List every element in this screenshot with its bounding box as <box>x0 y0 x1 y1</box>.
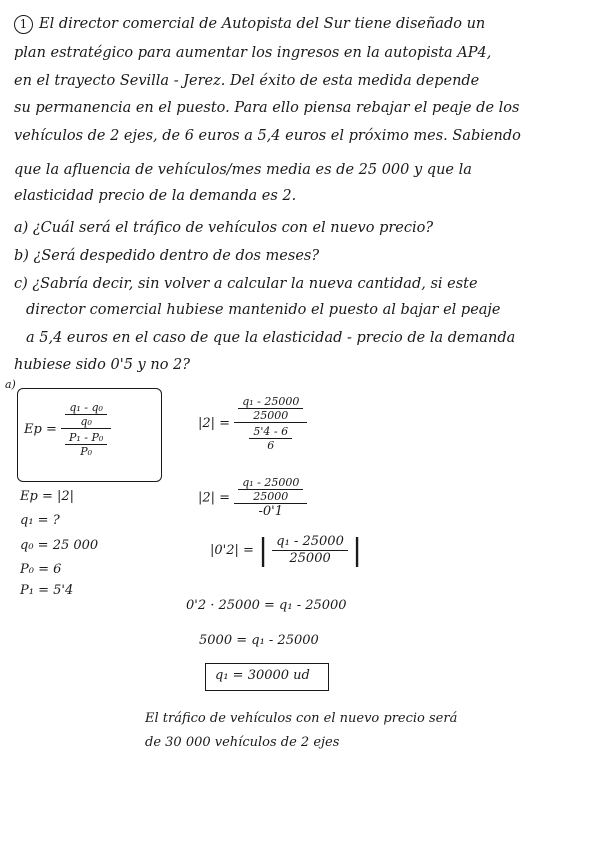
given-p1: P₁ = 5'4 <box>20 583 74 598</box>
given-q0: q₀ = 25 000 <box>20 538 99 553</box>
question-c-line-1: c) ¿Sabría decir, sin volver a calcular la nueva cantidad, si este <box>14 276 478 292</box>
question-a: a) ¿Cuál será el tráfico de vehículos con el nuevo precio? <box>14 220 434 236</box>
question-c-line-3: a 5,4 euros en el caso de que la elasticidad - precio de la demanda <box>26 330 516 346</box>
question-c-line-4: hubiese sido 0'5 y no 2? <box>14 357 191 373</box>
result-q1: q₁ = 30000 ud <box>215 668 310 683</box>
step-3: |0'2| = | $\frac{\text{q₁ - 25000}}{25000}$ | <box>210 532 363 568</box>
problem-text: El director comercial de Autopista del Sur tiene diseñado un <box>39 16 486 32</box>
question-c-line-2: director comercial hubiese mantenido el puesto al bajar el peaje <box>26 302 501 318</box>
problem-line-3: en el trayecto Sevilla - Jerez. Del éxito de esta medida depende <box>14 73 480 89</box>
given-ep: Ep = |2| <box>20 489 74 504</box>
conclusion-line-2: de 30 000 vehículos de 2 ejes <box>145 735 340 750</box>
part-a-label: a) <box>5 378 16 391</box>
question-b: b) ¿Será despedido dentro de dos meses? <box>14 248 320 264</box>
problem-number: 1 <box>14 15 33 34</box>
given-p0: P₀ = 6 <box>20 562 62 577</box>
problem-line-1 <box>14 14 485 34</box>
step-1: |2| = $\frac{\frac{\text{q₁ - 25000}}{25000}}{\frac{5'4 - 6}{6}}$ <box>198 395 307 452</box>
conclusion-line-1: El tráfico de vehículos con el nuevo precio será <box>145 711 458 726</box>
formula-fraction: $\frac{\frac{\text{q₁ - q₀}}{\text{q₀}}}{\frac{\text{P₁ - P₀}}{\text{P₀}}}$ <box>61 401 111 458</box>
step-2: |2| = $\frac{\frac{\text{q₁ - 25000}}{25000}}{-0'1}$ <box>198 476 307 520</box>
step-4: 0'2 · 25000 = q₁ - 25000 <box>186 598 347 613</box>
problem-line-4: su permanencia en el puesto. Para ello piensa rebajar el peaje de los <box>14 100 520 116</box>
problem-line-7: elasticidad precio de la demanda es 2. <box>14 188 297 204</box>
given-q1: q₁ = ? <box>20 513 60 528</box>
elasticity-formula <box>24 401 111 458</box>
formula-lhs: Ep = <box>24 422 57 437</box>
problem-line-6: que la afluencia de vehículos/mes media es de 25 000 y que la <box>14 162 472 178</box>
step-5: 5000 = q₁ - 25000 <box>199 633 319 648</box>
problem-line-5: vehículos de 2 ejes, de 6 euros a 5,4 euros el próximo mes. Sabiendo <box>14 128 521 144</box>
problem-line-2: plan estratégico para aumentar los ingresos en la autopista AP4, <box>14 45 492 61</box>
